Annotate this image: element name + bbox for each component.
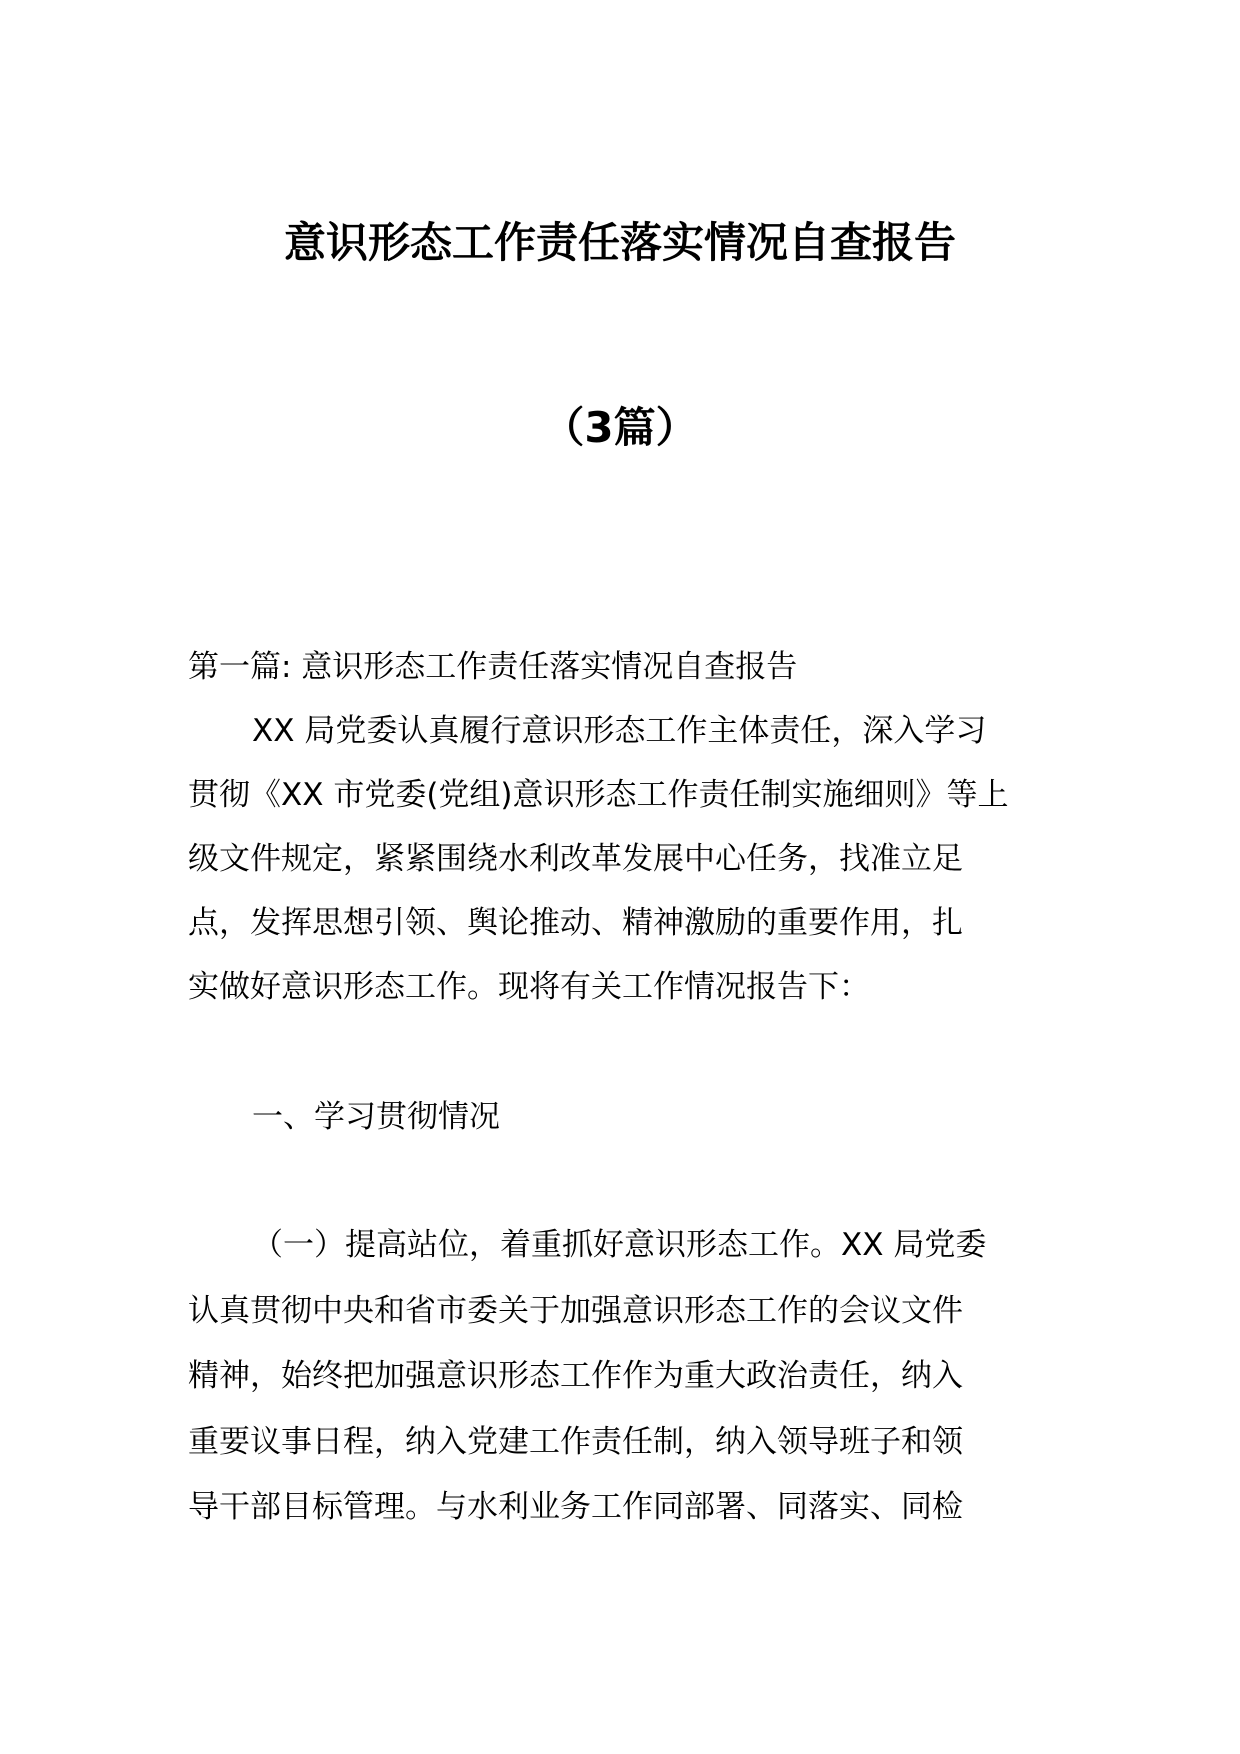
paragraph-line: 重要议事日程，纳入党建工作责任制，纳入领导班子和领 (188, 1424, 963, 1460)
paragraph-line: 点，发挥思想引领、舆论推动、精神激励的重要作用，扎 (188, 905, 963, 941)
paragraph-line: 精神，始终把加强意识形态工作作为重大政治责任，纳入 (188, 1358, 963, 1394)
section-heading: 第一篇: 意识形态工作责任落实情况自查报告 (188, 649, 798, 685)
paragraph-line: 导干部目标管理。与水利业务工作同部署、同落实、同检 (188, 1489, 963, 1525)
document-title: 意识形态工作责任落实情况自查报告 (283, 218, 956, 267)
paragraph-line: （一）提高站位，着重抓好意识形态工作。XX 局党委 (252, 1227, 987, 1263)
paragraph-line: XX 局党委认真履行意识形态工作主体责任，深入学习 (252, 713, 987, 749)
document-subtitle: （3篇） (542, 403, 698, 452)
paragraph-line: 贯彻《XX 市党委(党组)意识形态工作责任制实施细则》等上 (188, 777, 1009, 813)
paragraph-line: 实做好意识形态工作。现将有关工作情况报告下： (188, 969, 870, 1005)
paragraph-line: 认真贯彻中央和省市委关于加强意识形态工作的会议文件 (188, 1293, 963, 1329)
part-heading: 一、学习贯彻情况 (252, 1099, 500, 1135)
paragraph-line: 级文件规定，紧紧围绕水利改革发展中心任务，找准立足 (188, 841, 963, 877)
